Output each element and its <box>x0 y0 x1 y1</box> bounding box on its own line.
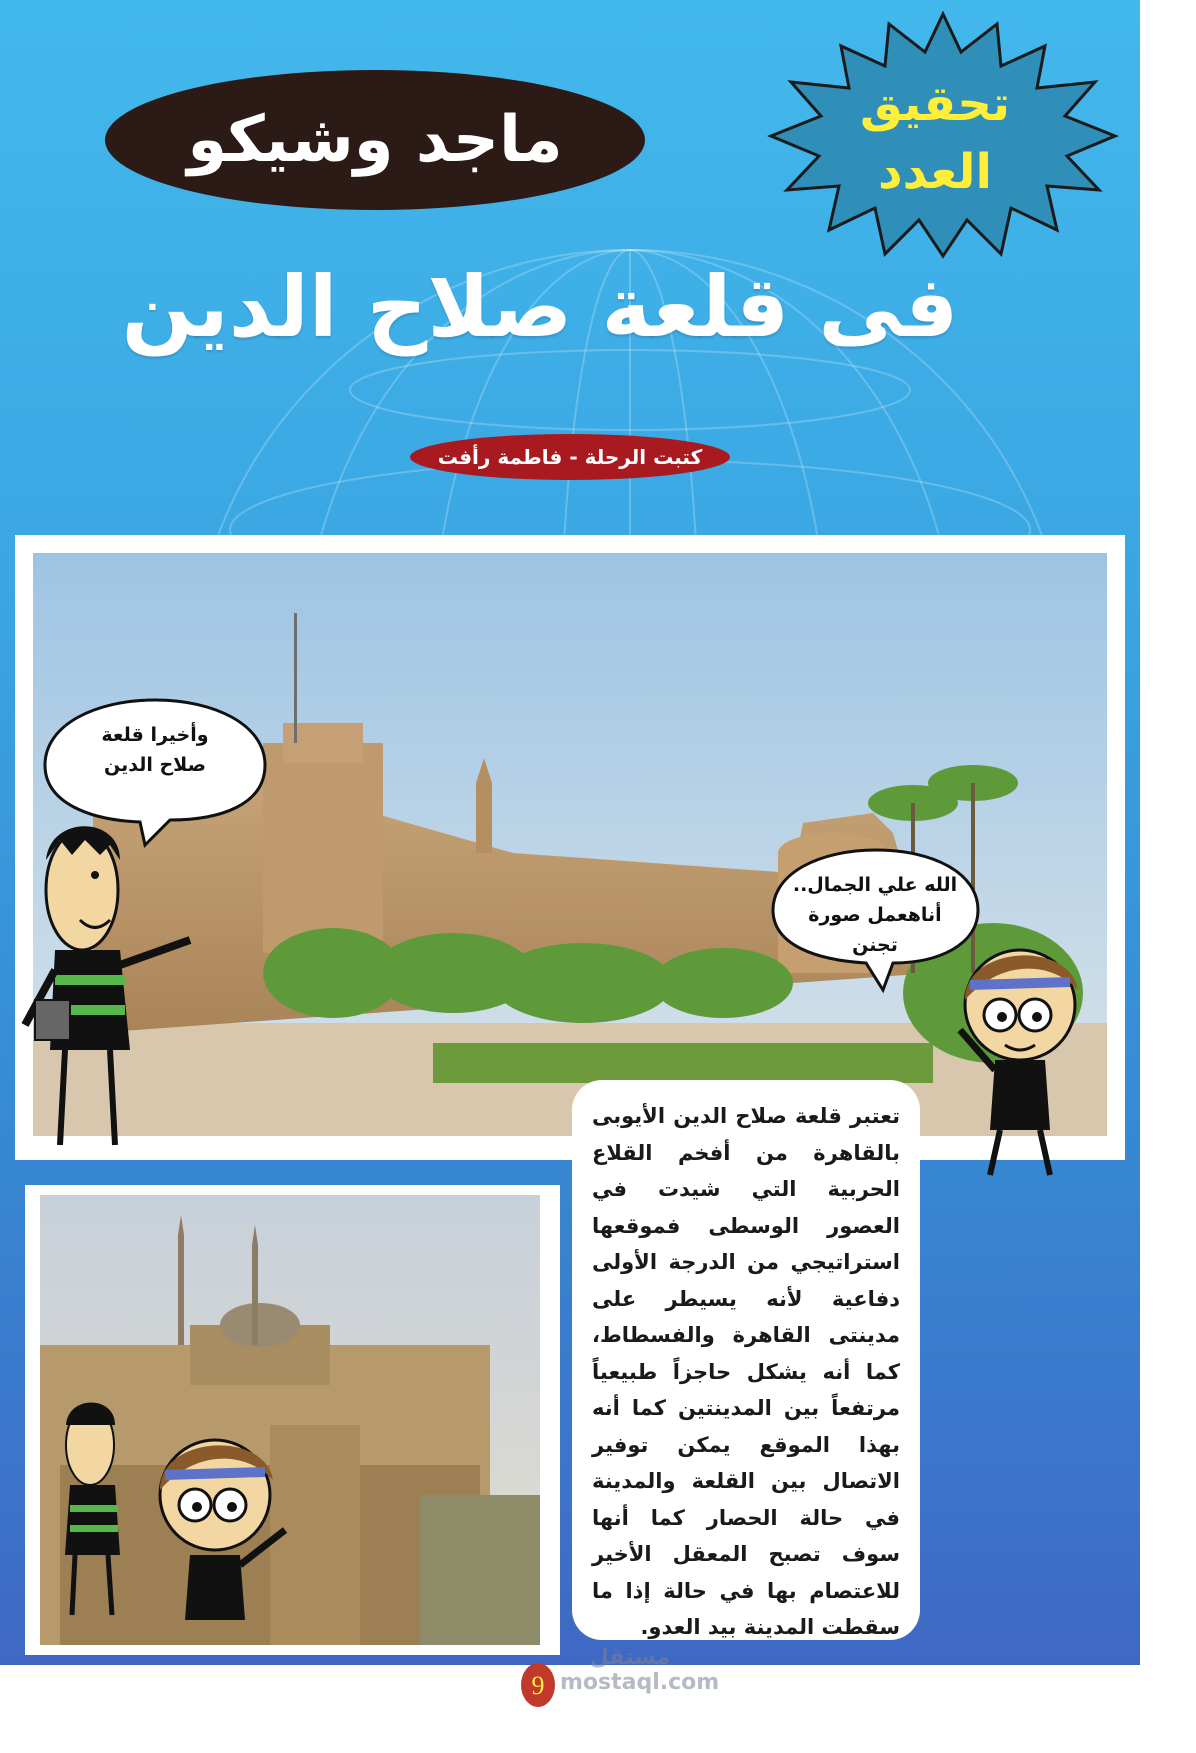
article-text-box <box>572 1080 920 1640</box>
majed-bubble-text: وأخيرا قلعة صلاح الدين <box>101 724 209 776</box>
article-body: تعتبر قلعة صلاح الدين الأيوبى بالقاهرة من أفخم القلاع الحربية التي شيدت في العصور الوسطى فموقعها استراتيجي من الدرجة الأولى دفاعية لأنه يسيطر على مدينتى القاهرة والفسطاط، كما أنه يشكل حاجزاً طبيعياً مرتفعاً بين المدينتين كما أنه بهذا الموقع يمكن توفير الاتصال بين القلعة والمدينة في حالة الحصار كما أنها سوف تصبح المعقل الأخير للاعتصام بها في حالة إذا ما سقطت المدينة بيد العدو. <box>592 1104 900 1639</box>
shiko-character <box>920 930 1120 1180</box>
series-title: ماجد وشيكو <box>187 103 563 177</box>
series-title-badge <box>105 70 645 210</box>
badge-text: تحقيق العدد <box>859 76 1011 200</box>
shiko-character-bottom <box>135 1420 295 1650</box>
page-number: 9 <box>531 1671 545 1700</box>
byline-text: كتبت الرحلة - فاطمة رأفت <box>437 445 703 469</box>
watermark: مستقل mostaql.com <box>560 1645 720 1695</box>
majed-character-bottom <box>40 1390 150 1620</box>
page-edge-margin <box>1140 0 1196 1665</box>
page-headline: فى قلعة صلاح الدين <box>121 258 959 356</box>
byline-badge <box>410 434 730 480</box>
majed-character <box>10 800 230 1160</box>
shiko-bubble-text: الله علي الجمال.. أناهعمل صورة تجنن <box>792 874 958 956</box>
page-number-badge <box>518 1660 558 1710</box>
